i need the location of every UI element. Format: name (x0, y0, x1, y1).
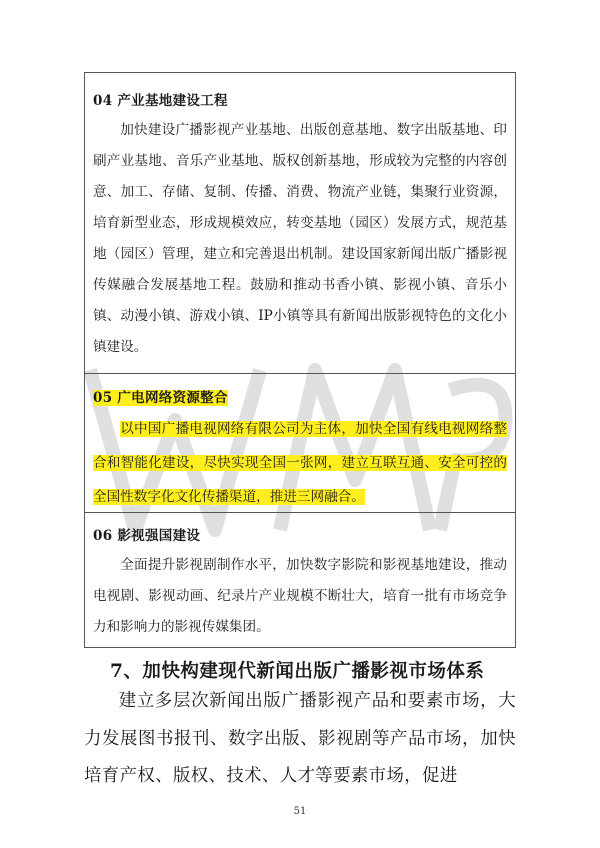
box-heading: 05 广电网络资源整合 (93, 390, 228, 406)
body-paragraph: 建立多层次新闻出版广播影视产品和要素市场，大力发展图书报刊、数字出版、影视剧等产品市场，加快培育产权、版权、技术、人才等要素市场，促进 (84, 691, 516, 786)
box-body-text: 以中国广播电视网络有限公司为主体，加快全国有线电视网络整合和智能化建设，尽快实现全国一张网，建立互联互通、安全可控的全国性数字化文化传播渠道，推进三网融合。 (93, 421, 507, 505)
project-box-industrial-base (84, 72, 516, 374)
box-body-text: 加快建设广播影视产业基地、出版创意基地、数字出版基地、印刷产业基地、音乐产业基地、版权创新基地，形成较为完整的内容创意、加工、存储、复制、传播、消费、物流产业链，集聚行业资源，培育新型业态，形成规模效应，转变基地（园区）发展方式，规范基地（园区）管理，建立和完善退出机制。建设国家新闻出版广播影视传媒融合发展基地工程。鼓励和推动书香小镇、影视小镇、音乐小镇、动漫小镇、游戏小镇、IP小镇等具有新闻出版影视特色的文化小镇建设。 (93, 122, 507, 355)
page-number: 51 (293, 806, 307, 817)
box-heading: 04 产业基地建设工程 (93, 93, 228, 109)
box-body-text: 全面提升影视剧制作水平，加快数字影院和影视基地建设，推动电视剧、影视动画、纪录片产业规模不断壮大，培育一批有市场竞争力和影响力的影视传媒集团。 (93, 557, 507, 635)
project-box-network-integration (84, 373, 516, 513)
section-title: 7、加快构建现代新闻出版广播影视市场体系 (110, 661, 485, 682)
box-heading: 06 影视强国建设 (93, 528, 201, 544)
project-box-film-power (84, 512, 516, 648)
